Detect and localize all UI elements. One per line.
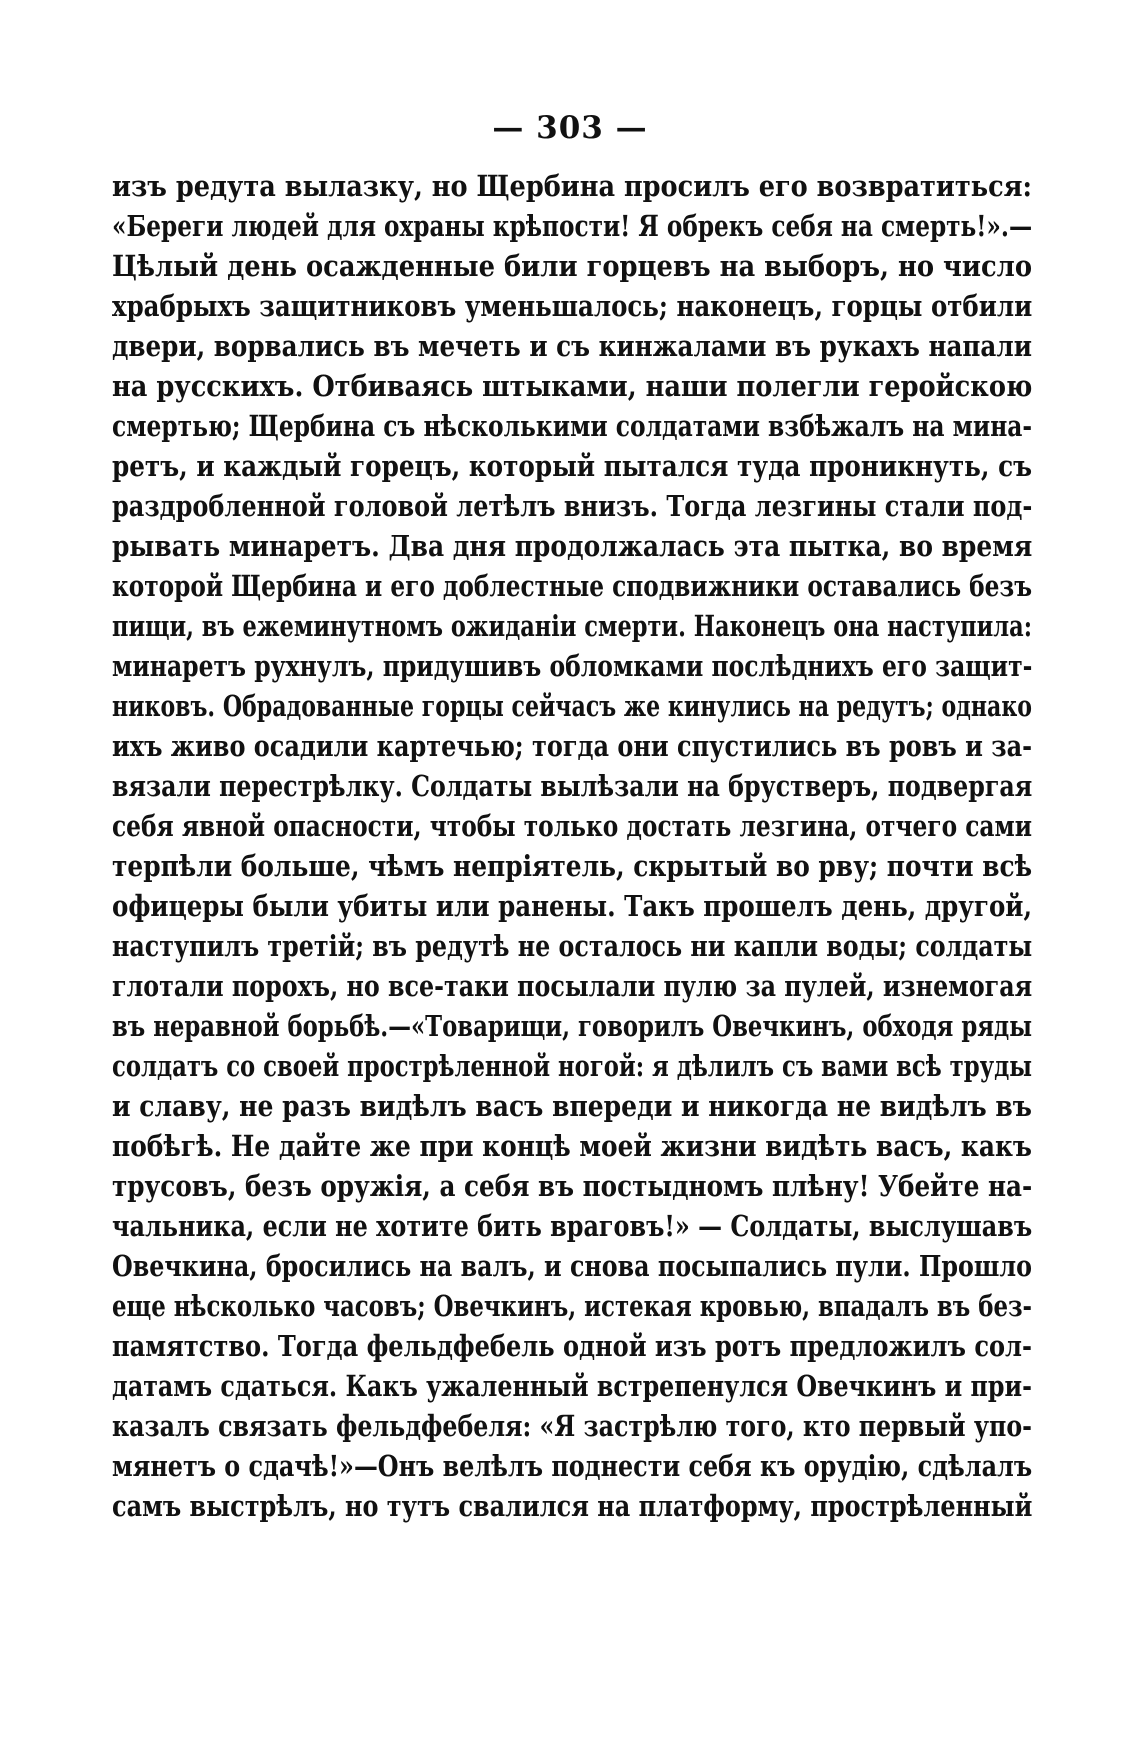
text-line: датамъ сдаться. Какъ ужаленный встрепенулся Овечкинъ и при- — [112, 1369, 1032, 1403]
text-line: и славу, не разъ видѣлъ васъ впереди и никогда не видѣлъ въ — [112, 1089, 1032, 1123]
text-line: на русскихъ. Отбиваясь штыками, наши полегли геройскою — [112, 369, 1033, 403]
text-line: чальника, если не хотите бить враговъ!» — Солдаты, выслушавъ — [112, 1209, 1033, 1243]
text-line: Цѣлый день осажденные били горцевъ на выборъ, но число — [112, 249, 1032, 283]
text-line: офицеры были убиты или ранены. Такъ прошелъ день, другой, — [112, 889, 1032, 923]
text-line: самъ выстрѣлъ, но тутъ свалился на платформу, прострѣленный — [112, 1489, 1033, 1523]
text-line: себя явной опасности, чтобы только достать лезгина, отчего сами — [112, 809, 1032, 843]
text-line: терпѣли больше, чѣмъ непріятель, скрытый во рву; почти всѣ — [112, 849, 1033, 883]
text-line: ихъ живо осадили картечью; тогда они спустились въ ровъ и за- — [112, 729, 1033, 763]
text-line: изъ редута вылазку, но Щербина просилъ его возвратиться: — [112, 169, 1032, 203]
text-line: солдатъ со своей прострѣленной ногой: я дѣлилъ съ вами всѣ труды — [112, 1049, 1032, 1083]
text-line: «Береги людей для охраны крѣпости! Я обрекъ себя на смерть!».— — [112, 209, 1033, 243]
text-line: глотали порохъ, но все-таки посылали пулю за пулей, изнемогая — [112, 969, 1033, 1003]
text-line: которой Щербина и его доблестные сподвижники оставались безъ — [112, 569, 1033, 603]
text-line: трусовъ, безъ оружія, а себя въ постыдномъ плѣну! Убейте на- — [112, 1169, 1033, 1203]
text-line: двери, ворвались въ мечеть и съ кинжалами въ рукахъ напали — [112, 329, 1032, 363]
text-line: мянетъ о сдачѣ!»—Онъ велѣлъ поднести себя къ орудію, сдѣлалъ — [112, 1449, 1033, 1483]
text-line: казалъ связать фельдфебеля: «Я застрѣлю того, кто первый упо- — [112, 1409, 1032, 1443]
text-line: ретъ, и каждый горецъ, который пытался туда проникнуть, съ — [112, 449, 1032, 483]
text-line: еще нѣсколько часовъ; Овечкинъ, истекая кровью, впадалъ въ без- — [112, 1289, 1032, 1323]
text-line: храбрыхъ защитниковъ уменьшалось; наконецъ, горцы отбили — [112, 289, 1033, 323]
text-line: памятство. Тогда фельдфебель одной изъ ротъ предложилъ сол- — [112, 1329, 1032, 1363]
body-text — [112, 166, 1032, 1526]
text-line: смертью; Щербина съ нѣсколькими солдатами взбѣжалъ на мина- — [112, 409, 1033, 443]
text-line: раздробленной головой летѣлъ внизъ. Тогда лезгины стали под- — [112, 489, 1033, 523]
text-line: побѣгѣ. Не дайте же при концѣ моей жизни видѣть васъ, какъ — [112, 1129, 1032, 1163]
text-line: пищи, въ ежеминутномъ ожиданіи смерти. Наконецъ она наступила: — [112, 609, 1032, 643]
text-line: вязали перестрѣлку. Солдаты вылѣзали на брустверъ, подвергая — [112, 769, 1033, 803]
text-line: минаретъ рухнулъ, придушивъ обломками послѣднихъ его защит- — [112, 649, 1033, 683]
text-line: никовъ. Обрадованные горцы сейчасъ же кинулись на редутъ; однако — [112, 689, 1032, 723]
text-line: наступилъ третій; въ редутѣ не осталось ни капли воды; солдаты — [112, 929, 1033, 963]
text-line: въ неравной борьбѣ.—«Товарищи, говорилъ Овечкинъ, обходя ряды — [112, 1009, 1032, 1043]
page-number: — 303 — — [492, 110, 648, 146]
text-line: рывать минаретъ. Два дня продолжалась эта пытка, во время — [112, 529, 1033, 563]
text-line: Овечкина, бросились на валъ, и снова посыпались пули. Прошло — [112, 1249, 1032, 1283]
